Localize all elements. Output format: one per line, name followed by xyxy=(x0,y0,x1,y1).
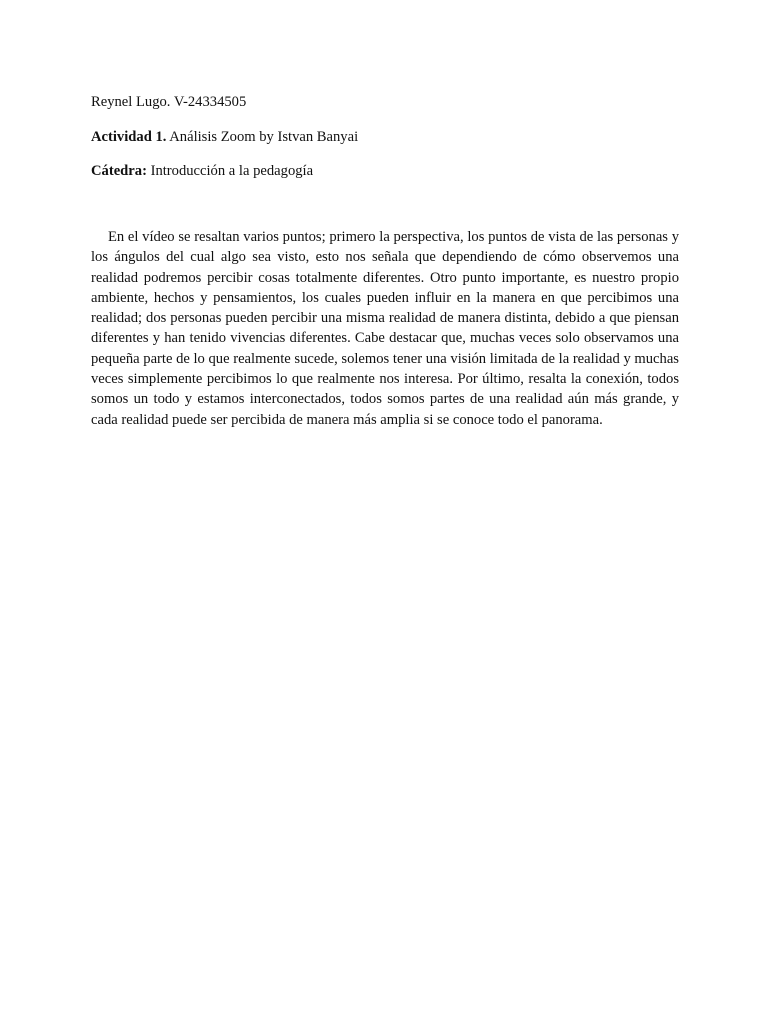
author-text: Reynel Lugo. V-24334505 xyxy=(91,94,247,110)
activity-title: Análisis Zoom by Istvan Banyai xyxy=(166,129,359,145)
activity-line xyxy=(91,128,358,146)
course-label: Cátedra: xyxy=(91,163,147,179)
author-line xyxy=(91,93,246,111)
course-line xyxy=(91,162,313,180)
course-name: Introducción a la pedagogía xyxy=(146,163,314,179)
activity-label: Actividad 1. xyxy=(91,129,167,145)
body-paragraph: En el vídeo se resaltan varios puntos; primero la perspectiva, los puntos de vista de las personas y los ángulos del cual algo sea visto, esto nos señala que dependiendo de cómo observemos una realidad podremos percibir cosas totalmente diferentes. Otro punto importante, es nuestro propio ambiente, hechos y pensamientos, los cuales pueden influir en la manera en que percibimos una realidad; dos personas pueden percibir una misma realidad de manera distinta, debido a que piensan diferentes y han tenido vivencias diferentes. Cabe destacar que, muchas veces solo observamos una pequeña parte de lo que realmente sucede, solemos tener una visión limitada de la realidad y muchas veces simplemente percibimos lo que realmente nos interesa. Por último, resalta la conexión, todos somos un todo y estamos interconectados, todos somos partes de una realidad aún más grande, y cada realidad puede ser percibida de manera más amplia si se conoce todo el panorama. xyxy=(91,229,679,428)
